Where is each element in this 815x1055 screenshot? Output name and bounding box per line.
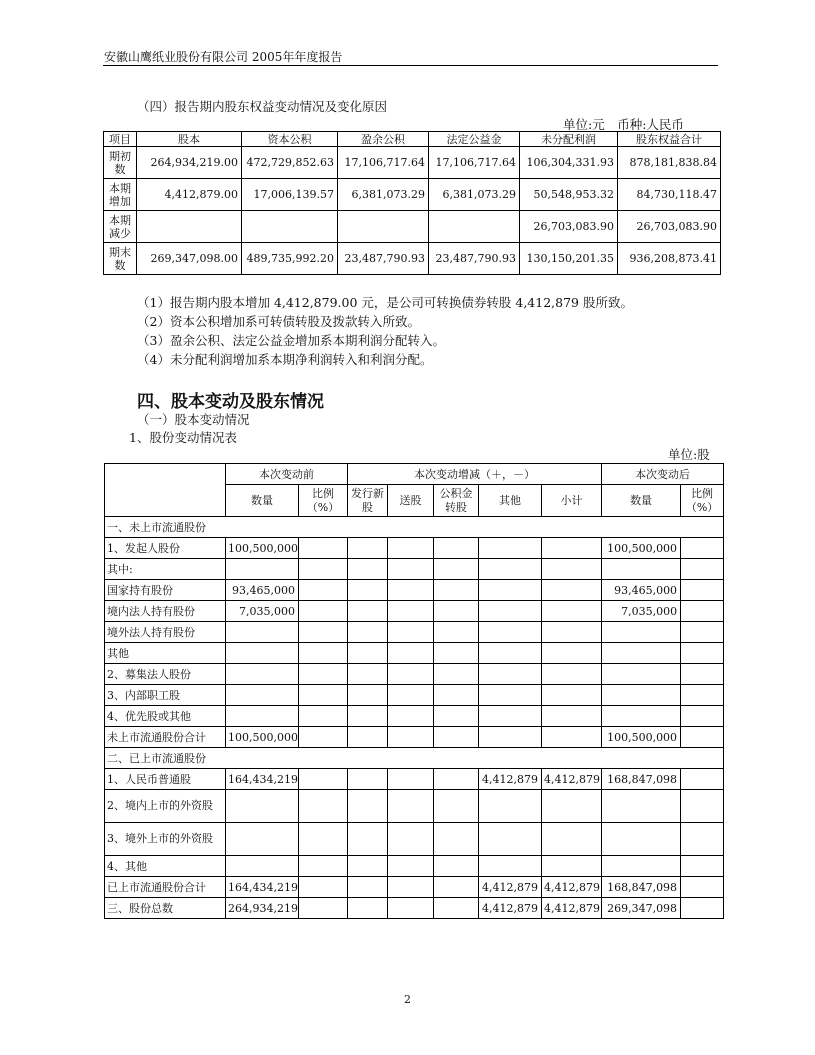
share-qty-before: 164,434,219	[226, 769, 299, 790]
share-subtotal	[542, 643, 602, 664]
share-row	[105, 769, 724, 790]
equity-cell: 269,347,098.00	[137, 243, 242, 275]
share-row-label: 国家持有股份	[105, 580, 226, 601]
share-ratio-before	[299, 856, 348, 877]
share-qty-before	[226, 706, 299, 727]
equity-row-label: 本期减少	[104, 211, 137, 243]
share-reserve	[434, 685, 479, 706]
share-qty-before	[226, 664, 299, 685]
share-row	[105, 727, 724, 748]
unit-currency-label: 单位:元 币种:人民币	[563, 117, 684, 132]
share-subtotal	[542, 559, 602, 580]
share-other	[479, 823, 542, 856]
equity-col-header: 法定公益金	[429, 132, 520, 147]
share-qty-after	[602, 790, 681, 823]
share-qty-after: 100,500,000	[602, 538, 681, 559]
share-row	[105, 580, 724, 601]
share-row-label: 境外法人持有股份	[105, 622, 226, 643]
share-ratio-after	[681, 580, 724, 601]
share-qty-after	[602, 643, 681, 664]
equity-cell: 17,106,717.64	[338, 147, 429, 179]
share-qty-before: 100,500,000	[226, 538, 299, 559]
share-ratio-before	[299, 601, 348, 622]
share-bonus	[388, 664, 434, 685]
share-issue	[348, 664, 388, 685]
share-qty-before: 164,434,219	[226, 877, 299, 898]
share-other	[479, 856, 542, 877]
share-subtotal: 4,412,879	[542, 898, 602, 919]
share-qty-after: 100,500,000	[602, 727, 681, 748]
share-other	[479, 790, 542, 823]
col-bonus-header: 送股	[388, 485, 434, 517]
share-ratio-after	[681, 898, 724, 919]
share-ratio-after	[681, 769, 724, 790]
share-ratio-before	[299, 706, 348, 727]
share-bonus	[388, 823, 434, 856]
share-issue	[348, 790, 388, 823]
share-qty-before: 100,500,000	[226, 727, 299, 748]
share-bonus	[388, 706, 434, 727]
share-subtotal	[542, 706, 602, 727]
share-row	[105, 664, 724, 685]
share-row	[105, 517, 724, 538]
share-qty-after	[602, 856, 681, 877]
share-bonus	[388, 898, 434, 919]
share-issue	[348, 559, 388, 580]
share-row-label: 二、已上市流通股份	[105, 748, 724, 769]
share-row-label: 其他	[105, 643, 226, 664]
share-row-label: 4、优先股或其他	[105, 706, 226, 727]
equity-cell	[137, 211, 242, 243]
share-row-label: 3、内部职工股	[105, 685, 226, 706]
group-after-header: 本次变动后	[602, 464, 724, 485]
equity-cell: 4,412,879.00	[137, 179, 242, 211]
share-other	[479, 727, 542, 748]
share-qty-before: 264,934,219	[226, 898, 299, 919]
share-other	[479, 580, 542, 601]
equity-row	[104, 179, 721, 211]
share-other: 4,412,879	[479, 877, 542, 898]
share-bonus	[388, 727, 434, 748]
equity-cell: 936,208,873.41	[618, 243, 721, 275]
share-ratio-before	[299, 685, 348, 706]
equity-col-header: 股本	[137, 132, 242, 147]
share-qty-before	[226, 790, 299, 823]
share-other	[479, 706, 542, 727]
col-other-header: 其他	[479, 485, 542, 517]
share-other	[479, 601, 542, 622]
share-row	[105, 856, 724, 877]
share-bonus	[388, 559, 434, 580]
share-subtotal	[542, 664, 602, 685]
share-qty-before	[226, 559, 299, 580]
share-bonus	[388, 601, 434, 622]
unit-label: 单位:股	[668, 447, 710, 462]
share-row-label: 2、募集法人股份	[105, 664, 226, 685]
share-reserve	[434, 727, 479, 748]
share-row	[105, 823, 724, 856]
share-ratio-before	[299, 823, 348, 856]
share-qty-after: 168,847,098	[602, 769, 681, 790]
share-row	[105, 790, 724, 823]
share-bonus	[388, 877, 434, 898]
subsection-title: （一）股本变动情况	[137, 412, 250, 427]
col-ratio-header: 比例（%）	[299, 485, 348, 517]
share-other: 4,412,879	[479, 769, 542, 790]
share-subtotal: 4,412,879	[542, 769, 602, 790]
share-subtotal	[542, 538, 602, 559]
share-qty-after: 168,847,098	[602, 877, 681, 898]
share-other	[479, 559, 542, 580]
share-issue	[348, 727, 388, 748]
share-subtotal: 4,412,879	[542, 877, 602, 898]
share-row	[105, 538, 724, 559]
share-ratio-after	[681, 685, 724, 706]
equity-row	[104, 211, 721, 243]
share-qty-after	[602, 622, 681, 643]
share-qty-before	[226, 856, 299, 877]
share-ratio-after	[681, 559, 724, 580]
equity-cell: 26,703,083.90	[618, 211, 721, 243]
share-reserve	[434, 559, 479, 580]
share-qty-after: 93,465,000	[602, 580, 681, 601]
share-ratio-before	[299, 727, 348, 748]
equity-cell	[429, 211, 520, 243]
col-qty-after-header: 数量	[602, 485, 681, 517]
share-ratio-before	[299, 643, 348, 664]
share-bonus	[388, 769, 434, 790]
share-subtotal	[542, 856, 602, 877]
share-issue	[348, 769, 388, 790]
equity-col-header: 项目	[104, 132, 137, 147]
share-issue	[348, 643, 388, 664]
share-other	[479, 622, 542, 643]
equity-cell: 472,729,852.63	[242, 147, 338, 179]
equity-row-label: 期初数	[104, 147, 137, 179]
share-row-label: 一、未上市流通股份	[105, 517, 724, 538]
share-subtotal	[542, 622, 602, 643]
share-reserve	[434, 823, 479, 856]
equity-row	[104, 147, 721, 179]
share-reserve	[434, 538, 479, 559]
share-row-label: 2、境内上市的外资股	[105, 790, 226, 823]
share-row-label: 4、其他	[105, 856, 226, 877]
equity-cell: 17,006,139.57	[242, 179, 338, 211]
col-subtotal-header: 小计	[542, 485, 602, 517]
share-row	[105, 898, 724, 919]
share-ratio-after	[681, 643, 724, 664]
equity-col-header: 资本公积	[242, 132, 338, 147]
share-issue	[348, 622, 388, 643]
equity-cell: 84,730,118.47	[618, 179, 721, 211]
share-reserve	[434, 706, 479, 727]
share-row-label: 未上市流通股份合计	[105, 727, 226, 748]
share-subtotal	[542, 580, 602, 601]
share-reserve	[434, 664, 479, 685]
share-qty-before	[226, 643, 299, 664]
col-reserve-header: 公积金转股	[434, 485, 479, 517]
share-issue	[348, 685, 388, 706]
share-row	[105, 685, 724, 706]
share-ratio-after	[681, 538, 724, 559]
equity-cell: 23,487,790.93	[429, 243, 520, 275]
page-header: 安徽山鹰纸业股份有限公司 2005年年度报告	[104, 50, 343, 64]
share-ratio-after	[681, 664, 724, 685]
share-subtotal	[542, 685, 602, 706]
share-other: 4,412,879	[479, 898, 542, 919]
share-ratio-after	[681, 856, 724, 877]
group-before-header: 本次变动前	[226, 464, 348, 485]
header-divider	[103, 65, 718, 66]
share-bonus	[388, 685, 434, 706]
share-qty-after	[602, 664, 681, 685]
share-subtotal	[542, 601, 602, 622]
share-row-label: 1、人民币普通股	[105, 769, 226, 790]
share-issue	[348, 856, 388, 877]
share-qty-after	[602, 706, 681, 727]
share-qty-after: 269,347,098	[602, 898, 681, 919]
col-qty-header: 数量	[226, 485, 299, 517]
page-number: 2	[404, 993, 411, 1006]
share-ratio-after	[681, 727, 724, 748]
share-other	[479, 538, 542, 559]
share-issue	[348, 706, 388, 727]
share-bonus	[388, 856, 434, 877]
equity-row-label: 本期增加	[104, 179, 137, 211]
equity-cell: 878,181,838.84	[618, 147, 721, 179]
equity-cell: 6,381,073.29	[429, 179, 520, 211]
share-ratio-before	[299, 790, 348, 823]
col-issue-header: 发行新股	[348, 485, 388, 517]
share-issue	[348, 898, 388, 919]
equity-cell: 23,487,790.93	[338, 243, 429, 275]
share-row	[105, 559, 724, 580]
share-ratio-after	[681, 601, 724, 622]
share-ratio-before	[299, 898, 348, 919]
share-subtotal	[542, 823, 602, 856]
share-row	[105, 643, 724, 664]
share-qty-before: 7,035,000	[226, 601, 299, 622]
share-row-label: 1、发起人股份	[105, 538, 226, 559]
equity-col-header: 股东权益合计	[618, 132, 721, 147]
share-reserve	[434, 769, 479, 790]
share-ratio-before	[299, 559, 348, 580]
share-reserve	[434, 643, 479, 664]
note-item: （4）未分配利润增加系本期净利润转入和利润分配。	[137, 352, 433, 367]
share-qty-before	[226, 622, 299, 643]
share-ratio-after	[681, 877, 724, 898]
share-ratio-before	[299, 664, 348, 685]
equity-cell: 489,735,992.20	[242, 243, 338, 275]
equity-col-header: 盈余公积	[338, 132, 429, 147]
share-ratio-before	[299, 538, 348, 559]
share-ratio-after	[681, 790, 724, 823]
share-issue	[348, 823, 388, 856]
group-change-header: 本次变动增减（＋，－）	[348, 464, 602, 485]
equity-row-label: 期末数	[104, 243, 137, 275]
share-row	[105, 748, 724, 769]
equity-cell: 6,381,073.29	[338, 179, 429, 211]
equity-cell: 50,548,953.32	[520, 179, 618, 211]
share-other	[479, 685, 542, 706]
equity-cell	[338, 211, 429, 243]
share-change-table	[104, 463, 724, 919]
share-qty-after	[602, 685, 681, 706]
table-title: 1、股份变动情况表	[129, 430, 237, 445]
note-item: （3）盈余公积、法定公益金增加系本期利润分配转入。	[137, 333, 445, 348]
equity-cell: 130,150,201.35	[520, 243, 618, 275]
section-heading: （四）报告期内股东权益变动情况及变化原因	[137, 99, 388, 114]
share-other	[479, 643, 542, 664]
equity-cell: 17,106,717.64	[429, 147, 520, 179]
equity-change-table	[103, 131, 721, 275]
share-ratio-before	[299, 769, 348, 790]
equity-cell: 106,304,331.93	[520, 147, 618, 179]
share-bonus	[388, 643, 434, 664]
equity-col-header: 未分配利润	[520, 132, 618, 147]
equity-cell: 26,703,083.90	[520, 211, 618, 243]
share-reserve	[434, 580, 479, 601]
equity-row	[104, 243, 721, 275]
share-reserve	[434, 877, 479, 898]
note-item: （1）报告期内股本增加 4,412,879.00 元，是公司可转换债券转股 4,412,879 股所致。	[137, 295, 633, 310]
equity-cell	[242, 211, 338, 243]
share-qty-after	[602, 559, 681, 580]
share-qty-after	[602, 823, 681, 856]
share-row-label: 其中:	[105, 559, 226, 580]
share-bonus	[388, 790, 434, 823]
share-row-label: 境内法人持有股份	[105, 601, 226, 622]
share-row	[105, 601, 724, 622]
share-row	[105, 877, 724, 898]
share-issue	[348, 538, 388, 559]
share-other	[479, 664, 542, 685]
share-qty-before: 93,465,000	[226, 580, 299, 601]
share-ratio-before	[299, 580, 348, 601]
share-issue	[348, 580, 388, 601]
equity-cell: 264,934,219.00	[137, 147, 242, 179]
col-ratio-after-header: 比例（%）	[681, 485, 724, 517]
share-row-label: 三、股份总数	[105, 898, 226, 919]
share-ratio-after	[681, 622, 724, 643]
share-qty-after: 7,035,000	[602, 601, 681, 622]
share-qty-before	[226, 823, 299, 856]
share-ratio-before	[299, 877, 348, 898]
share-qty-before	[226, 685, 299, 706]
share-bonus	[388, 538, 434, 559]
share-issue	[348, 601, 388, 622]
share-subtotal	[542, 790, 602, 823]
share-reserve	[434, 790, 479, 823]
share-row	[105, 706, 724, 727]
share-bonus	[388, 580, 434, 601]
share-ratio-after	[681, 823, 724, 856]
row-label-header	[105, 464, 226, 517]
share-row-label: 已上市流通股份合计	[105, 877, 226, 898]
share-bonus	[388, 622, 434, 643]
share-reserve	[434, 601, 479, 622]
share-ratio-after	[681, 706, 724, 727]
share-row-label: 3、境外上市的外资股	[105, 823, 226, 856]
share-ratio-before	[299, 622, 348, 643]
share-reserve	[434, 898, 479, 919]
share-row	[105, 622, 724, 643]
share-reserve	[434, 856, 479, 877]
share-subtotal	[542, 727, 602, 748]
chapter-title: 四、股本变动及股东情况	[137, 392, 324, 412]
share-issue	[348, 877, 388, 898]
note-item: （2）资本公积增加系可转债转股及拨款转入所致。	[137, 314, 420, 329]
share-reserve	[434, 622, 479, 643]
